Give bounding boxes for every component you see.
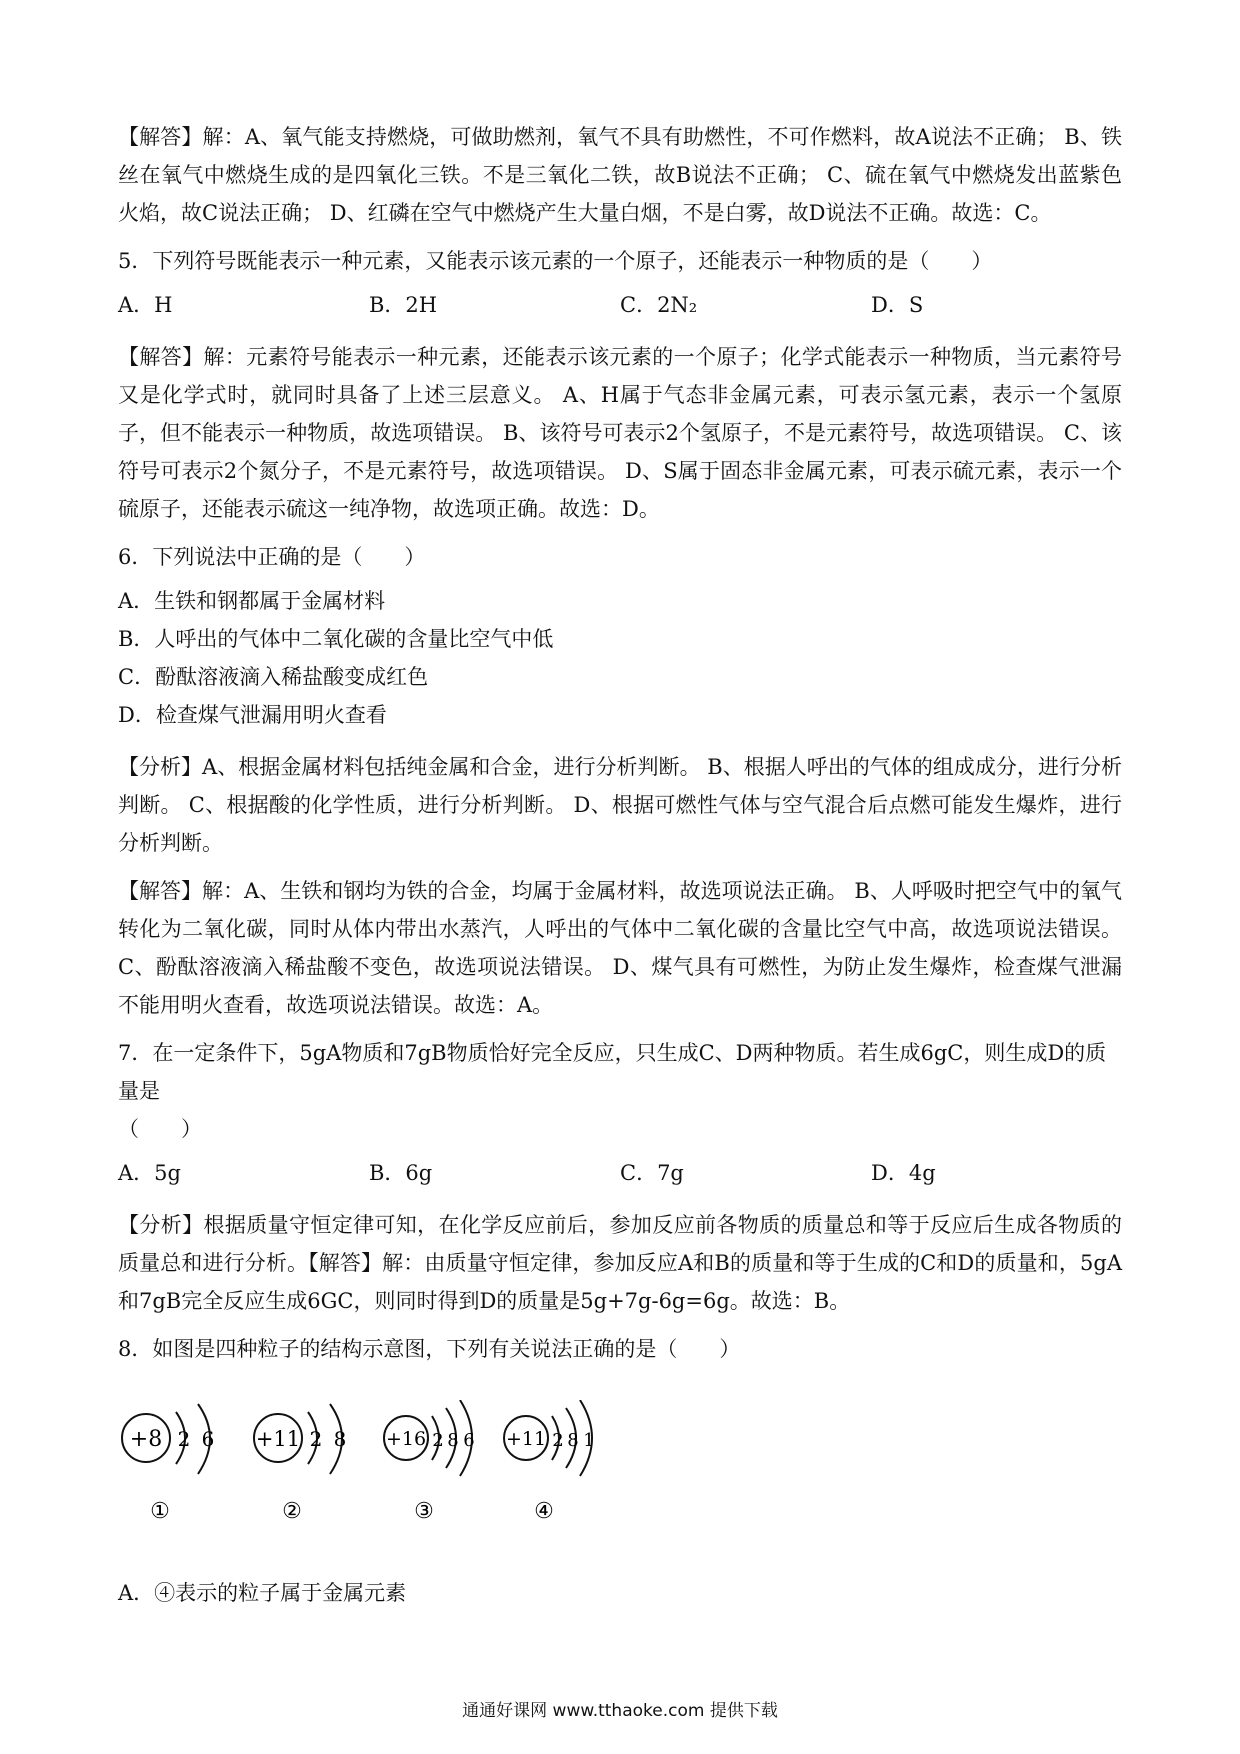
- particle-3: [384, 1400, 475, 1524]
- option-c: C．7g: [620, 1161, 684, 1185]
- shell-electrons: 1: [583, 1430, 595, 1451]
- option-d: D．检查煤气泄漏用明火查看: [118, 703, 387, 727]
- shell-electrons: 6: [201, 1427, 215, 1451]
- shell-electrons: 2: [177, 1427, 191, 1451]
- particle-structure-diagram: [118, 1400, 678, 1540]
- shell-electrons: 2: [552, 1430, 564, 1451]
- question-5-options: [118, 286, 1122, 324]
- nucleus-charge: +11: [255, 1427, 301, 1451]
- page-footer: 通通好课网 www.tthaoke.com 提供下载: [462, 1701, 778, 1721]
- option-d: D．4g: [871, 1161, 936, 1185]
- question-8-option-a: A．④表示的粒子属于金属元素: [118, 1581, 407, 1605]
- question-7-stem: 7．在一定条件下，5gA物质和7gB物质恰好完全反应，只生成C、D两种物质。若生成6gC，则生成D的质量是: [118, 1041, 1107, 1103]
- option-d: D．S: [871, 293, 924, 317]
- answer-q5: 【解答】解：元素符号能表示一种元素，还能表示该元素的一个原子；化学式能表示一种物质，当元素符号又是化学式时，就同时具备了上述三层意义。 A、H属于气态非金属元素，可表示氢元素，表示一个氢原子，但不能表示一种物质，故选项错误。 B、该符号可表示2个氢原子，不是元素符号，故选项错误。 C、该符号可表示2个氮分子，不是元素符号，故选项错误。 D、S属于固态非金属元素，可表示硫元素，表示一个硫原子，还能表示硫这一纯净物，故选项正确。故选：D。: [118, 345, 1122, 521]
- analysis-q7: 【分析】根据质量守恒定律可知，在化学反应前后，参加反应前各物质的质量总和等于反应后生成各物质的质量总和进行分析。【解答】解：由质量守恒定律，参加反应A和B的质量和等于生成的C和D的质量和，5gA和7gB完全反应生成6GC，则同时得到D的质量是5g+7g-6g=6g。故选：B。: [118, 1213, 1122, 1313]
- question-7-options: [118, 1154, 1122, 1192]
- shell-electrons: 8: [333, 1427, 347, 1451]
- option-a: A．5g: [118, 1161, 181, 1185]
- nucleus-charge: +8: [129, 1427, 163, 1452]
- shell-electrons: 2: [432, 1430, 444, 1451]
- nucleus-charge: +11: [505, 1428, 547, 1450]
- shell-electrons: 8: [567, 1430, 579, 1451]
- question-6-stem: 6．下列说法中正确的是（ ）: [118, 545, 426, 569]
- particle-4: [504, 1400, 595, 1524]
- option-a: A．H: [118, 293, 173, 317]
- answer-q6: 【解答】解：A、生铁和钢均为铁的合金，均属于金属材料，故选项说法正确。 B、人呼吸时把空气中的氧气转化为二氧化碳，同时从体内带出水蒸汽，人呼出的气体中二氧化碳的含量比空气中高，故选项说法错误。 C、酚酞溶液滴入稀盐酸不变色，故选项说法错误。 D、煤气具有可燃性，为防止发生爆炸，检查煤气泄漏不能用明火查看，故选项说法错误。故选：A。: [118, 879, 1122, 1017]
- shell-electrons: 6: [463, 1430, 475, 1451]
- particle-1: [122, 1404, 214, 1524]
- particle-label: ③: [414, 1499, 434, 1524]
- document-body: [118, 118, 1122, 1374]
- question-5-stem: 5．下列符号既能表示一种元素，又能表示该元素的一个原子，还能表示一种物质的是（ ）: [118, 249, 993, 273]
- option-c: C．酚酞溶液滴入稀盐酸变成红色: [118, 665, 429, 689]
- question-8-stem: 8．如图是四种粒子的结构示意图，下列有关说法正确的是（ ）: [118, 1337, 741, 1361]
- nucleus-charge: +16: [385, 1428, 427, 1450]
- question-7-paren: （ ）: [118, 1117, 202, 1141]
- option-c: C．2N₂: [620, 293, 698, 317]
- option-b: B．6g: [369, 1161, 433, 1185]
- option-a: A．生铁和钢都属于金属材料: [118, 589, 386, 613]
- particle-label: ④: [534, 1499, 554, 1524]
- particle-label: ②: [282, 1499, 302, 1524]
- answer-q4: 【解答】解：A、氧气能支持燃烧，可做助燃剂，氧气不具有助燃性，不可作燃料，故A说法不正确； B、铁丝在氧气中燃烧生成的是四氧化三铁。不是三氧化二铁，故B说法不正确； C、硫在氧气中燃烧发出蓝紫色火焰，故C说法正确； D、红磷在空气中燃烧产生大量白烟，不是白雾，故D说法不正确。故选：C。: [118, 125, 1122, 225]
- analysis-q6: 【分析】A、根据金属材料包括纯金属和合金，进行分析判断。 B、根据人呼出的气体的组成成分，进行分析判断。 C、根据酸的化学性质，进行分析判断。 D、根据可燃性气体与空气混合后点燃可能发生爆炸，进行分析判断。: [118, 755, 1122, 855]
- particle-label: ①: [150, 1499, 170, 1524]
- option-b: B．人呼出的气体中二氧化碳的含量比空气中低: [118, 627, 554, 651]
- option-b: B．2H: [369, 293, 438, 317]
- shell-electrons: 8: [447, 1430, 459, 1451]
- shell-electrons: 2: [309, 1427, 323, 1451]
- particle-2: [254, 1404, 346, 1524]
